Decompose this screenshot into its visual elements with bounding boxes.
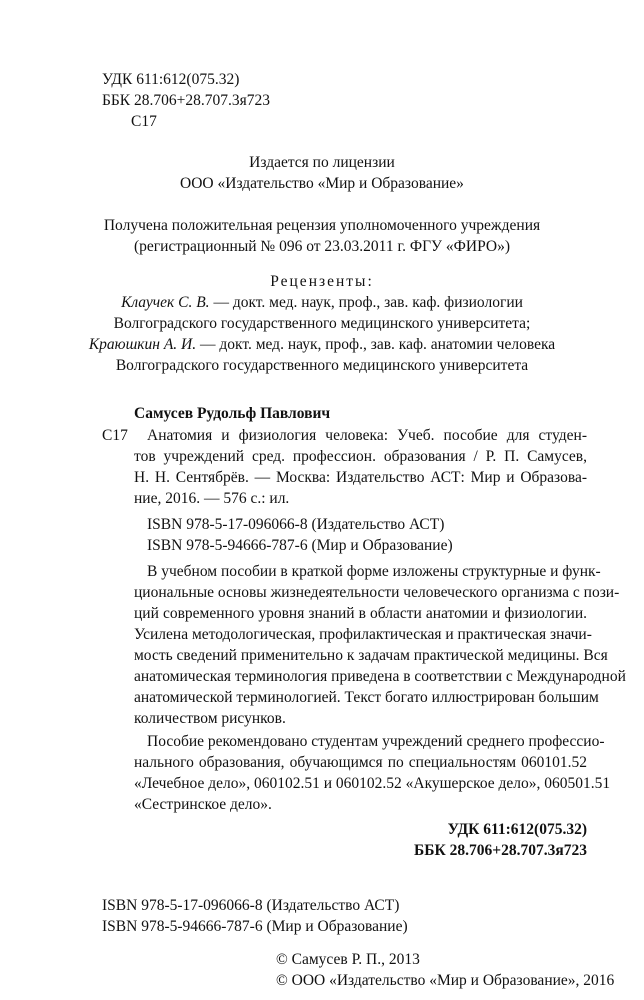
abstract-line-7: анатомической терминологией. Текст богато иллюстрирован большим xyxy=(134,689,599,706)
abstract-line-2: циональные основы жизнедеятельности человеческого организма с пози- xyxy=(134,584,620,601)
book-author-mark: С17 xyxy=(102,427,128,444)
abstract-line-8: количеством рисунков. xyxy=(134,710,286,727)
book-desc-line-1: Анатомия и физиология человека: Учеб. пособие для студен- xyxy=(147,427,587,444)
recommend-line-3: «Лечебное дело», 060102.51 и 060102.52 «Акушерское дело», 060501.51 xyxy=(134,775,611,792)
reviewers-heading: Рецензенты: xyxy=(270,273,374,290)
license-line-2: ООО «Издательство «Мир и Образование» xyxy=(180,175,464,192)
bbk-code: ББК 28.706+28.707.3я723 xyxy=(102,92,271,109)
abstract-line-4: Усилена методологическая, профилактическая и практическая значи- xyxy=(134,626,592,643)
license-line-1: Издается по лицензии xyxy=(249,154,395,171)
book-bbk: ББК 28.706+28.707.3я723 xyxy=(414,842,587,859)
copyright-line-1: © Самусев Р. П., 2013 xyxy=(276,951,420,968)
book-isbn-1: ISBN 978-5-17-096066-8 (Издательство АСТ) xyxy=(147,516,445,533)
reviewer-1-affiliation: Волгоградского государственного медицинского университета; xyxy=(113,315,531,332)
abstract-line-6: анатомическая терминология приведена в соответствии с Международной xyxy=(134,668,626,685)
reviewer-1 xyxy=(0,293,644,312)
review-line-2: (регистрационный № 096 от 23.03.2011 г. ФГУ «ФИРО») xyxy=(134,238,510,255)
reviewer-2-name: Краюшкин А. И. xyxy=(88,336,197,353)
reviewer-2-desc: — докт. мед. наук, проф., зав. каф. анатомии человека xyxy=(196,336,556,353)
copyright-line-2: © ООО «Издательство «Мир и Образование», 2016 xyxy=(276,972,615,989)
isbn-2: ISBN 978-5-94666-787-6 (Мир и Образование) xyxy=(102,918,408,935)
abstract-line-5: мость сведений применительно к задачам практической медицины. Вся xyxy=(134,647,608,664)
recommend-line-4: «Сестринское дело». xyxy=(134,796,272,813)
book-isbn-2: ISBN 978-5-94666-787-6 (Мир и Образование) xyxy=(147,537,453,554)
book-desc-line-3: Н. Н. Сентябрёв. — Москва: Издательство АСТ: Мир и Образова- xyxy=(134,469,587,486)
udk-code: УДК 611:612(075.32) xyxy=(102,71,240,88)
author-mark: С17 xyxy=(131,113,157,130)
book-author: Самусев Рудольф Павлович xyxy=(134,405,331,422)
reviewer-1-name: Клаучек С. В. xyxy=(121,294,210,311)
book-udk: УДК 611:612(075.32) xyxy=(447,821,587,838)
isbn-1: ISBN 978-5-17-096066-8 (Издательство АСТ) xyxy=(102,897,400,914)
reviewer-1-desc: — докт. мед. наук, проф., зав. каф. физиологии xyxy=(209,294,523,311)
reviewer-2-affiliation: Волгоградского государственного медицинского университета xyxy=(115,357,529,374)
recommend-line-1: Пособие рекомендовано студентам учреждений среднего профессио- xyxy=(147,733,605,750)
book-desc-line-2: тов учреждений сред. профессион. образования / Р. П. Самусев, xyxy=(134,448,587,465)
abstract-line-1: В учебном пособии в краткой форме изложены структурные и функ- xyxy=(147,563,601,580)
recommend-line-2: нального образования, обучающимся по специальностям 060101.52 xyxy=(134,754,587,771)
abstract-line-3: ций современного уровня знаний в области анатомии и физиологии. xyxy=(134,605,587,622)
review-line-1: Получена положительная рецензия уполномоченного учреждения xyxy=(103,217,541,234)
book-desc-line-4: ние, 2016. — 576 с.: ил. xyxy=(134,490,290,507)
reviewer-2 xyxy=(0,335,644,354)
